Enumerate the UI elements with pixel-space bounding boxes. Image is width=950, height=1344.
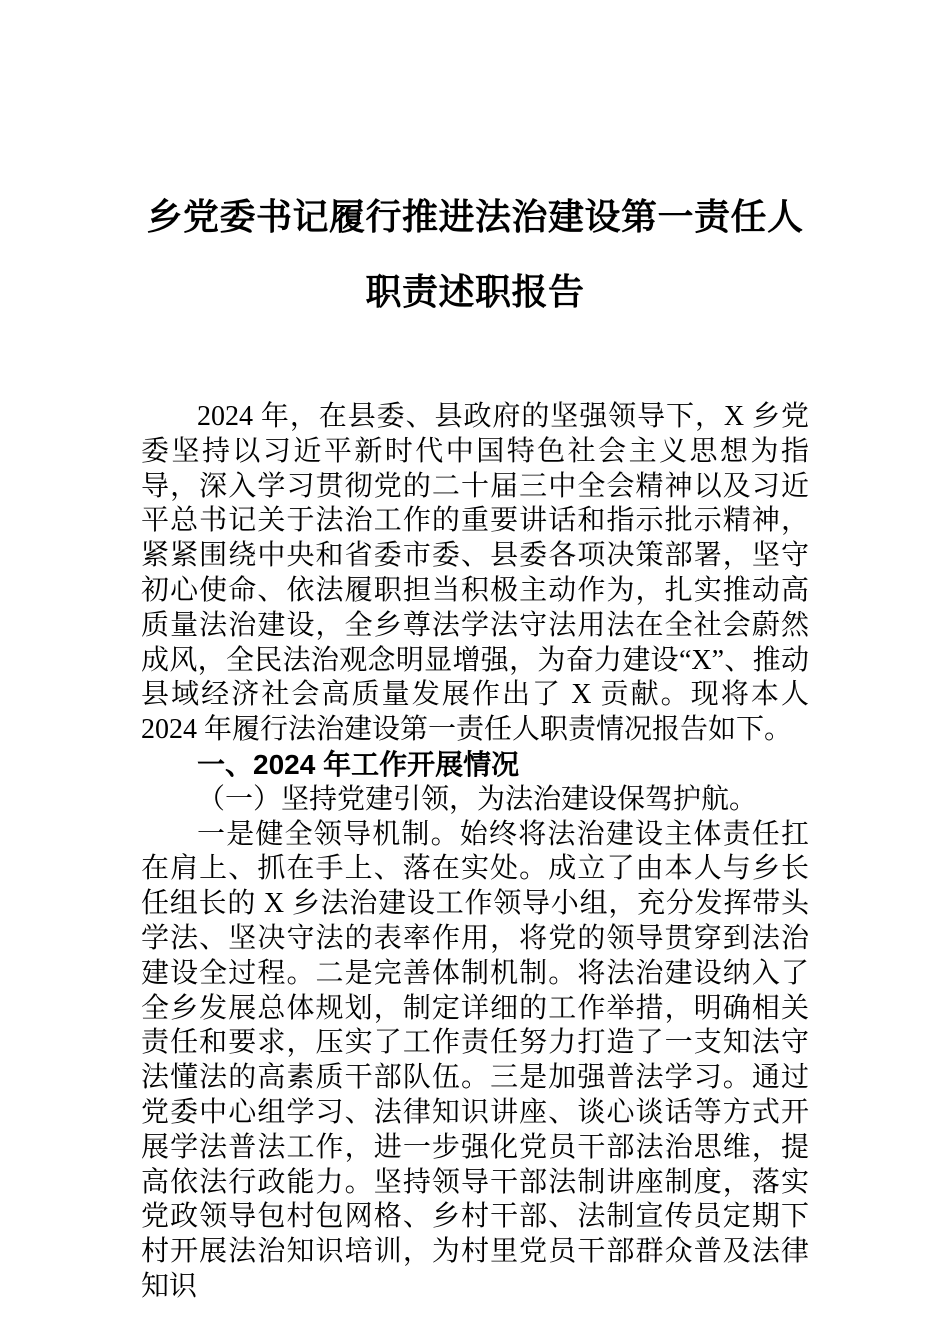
document-title [141,0,809,330]
document-title-line-1: 乡党委书记履行推进法治建设第一责任人 [146,197,804,237]
section-heading2: （一）坚持党建引领，为法治建设保驾护航。 [197,783,758,815]
body-paragraph: 2024 年，在县委、县政府的坚强领导下，X 乡党委坚持以习近平新时代中国特色社会主义思想为指导，深入学习贯彻党的二十届三中全会精神以及习近平总书记关于法治工作的重要讲话和指示批示精神，紧紧围绕中央和省委市委、县委各项决策部署，坚守初心使命、依法履职担当积极主动作为，扎实推动高质量法治建设，全乡尊法学法守法用法在全社会蔚然成风，全民法治观念明显增强，为奋力建设“X”、推动县域经济社会高质量发展作出了 X 贡献。现将本人 2024 年履行法治建设第一责任人职责情况报告如下。 [141,401,809,746]
document-body [141,400,809,1305]
body-paragraph: 一是健全领导机制。始终将法治建设主体责任扛在肩上、抓在手上、落在实处。成立了由本人与乡长任组长的 X 乡法治建设工作领导小组，充分发挥带头学法、坚决守法的表率作用，将党的领导贯穿到法治建设全过程。二是完善体制机制。将法治建设纳入了全乡发展总体规划，制定详细的工作举措，明确相关责任和要求，压实了工作责任努力打造了一支知法守法懂法的高素质干部队伍。三是加强普法学习。通过党委中心组学习、法律知识讲座、谈心谈话等方式开展学法普法工作，进一步强化党员干部法治思维，提高依法行政能力。坚持领导干部法制讲座制度，落实党政领导包村包网格、乡村干部、法制宣传员定期下村开展法治知识培训，为村里党员干部群众普及法律知识 [141,818,809,1302]
document-title-line-2: 职责述职报告 [365,272,585,312]
section-heading1: 一、2024 年工作开展情况 [197,748,520,780]
document-content [141,0,809,1305]
